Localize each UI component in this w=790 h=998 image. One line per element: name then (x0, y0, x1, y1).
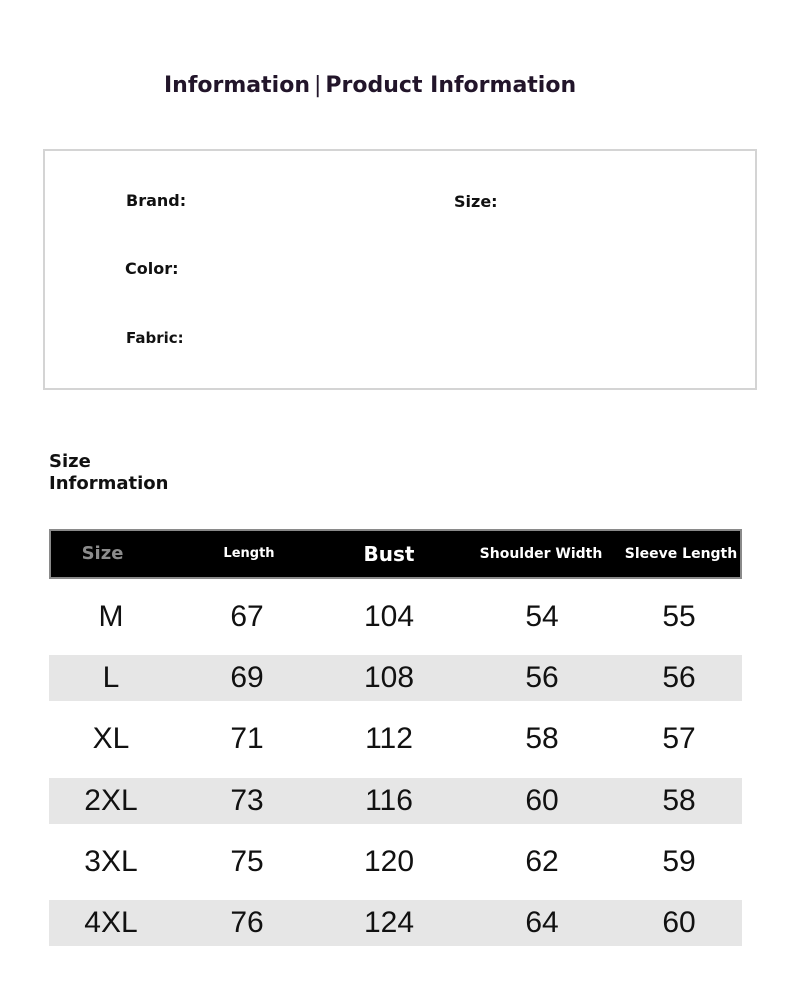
cell-size: 4XL (84, 905, 138, 939)
column-header-size: Size (81, 543, 124, 564)
cell-shoulder-width: 58 (525, 722, 559, 756)
column-header-bust: Bust (363, 542, 415, 566)
cell-bust: 124 (363, 905, 415, 939)
cell-sleeve-length: 58 (662, 783, 696, 817)
product-info-box (43, 149, 757, 390)
cell-length: 73 (230, 783, 264, 817)
brand-label: Brand: (126, 191, 187, 210)
cell-bust: 108 (363, 661, 415, 695)
cell-bust: 116 (365, 783, 413, 817)
cell-shoulder-width: 60 (525, 783, 559, 817)
cell-size: 3XL (84, 844, 138, 878)
table-row (49, 655, 742, 701)
size-table (49, 529, 742, 961)
cell-length: 76 (230, 905, 264, 939)
cell-bust: 112 (365, 722, 413, 756)
cell-shoulder-width: 54 (525, 600, 559, 633)
cell-bust: 120 (363, 844, 415, 878)
size-heading-line2: Information (49, 473, 169, 494)
size-heading-line1: Size (49, 451, 91, 472)
cell-length: 69 (230, 661, 264, 695)
table-row (49, 716, 742, 762)
cell-sleeve-length: 59 (662, 844, 696, 878)
cell-shoulder-width: 62 (525, 844, 559, 878)
table-row (49, 594, 742, 640)
cell-sleeve-length: 57 (662, 722, 696, 756)
cell-sleeve-length: 56 (662, 661, 696, 695)
table-body (49, 594, 742, 946)
cell-length: 71 (230, 722, 264, 756)
size-information-heading (49, 451, 168, 495)
column-header-shoulder-width: Shoulder Width (479, 546, 603, 562)
color-label: Color: (125, 259, 179, 278)
title-left: Information (164, 73, 310, 98)
table-row (49, 778, 742, 824)
table-row (49, 900, 742, 946)
cell-size: M (98, 600, 124, 633)
cell-size: XL (92, 722, 130, 756)
cell-shoulder-width: 56 (525, 661, 559, 695)
cell-size: L (102, 661, 120, 695)
cell-length: 67 (230, 600, 264, 633)
size-label: Size: (454, 192, 498, 211)
cell-sleeve-length: 60 (662, 905, 696, 939)
cell-length: 75 (230, 844, 264, 878)
table-row (49, 839, 742, 885)
cell-bust: 104 (363, 600, 415, 633)
table-header (49, 529, 742, 579)
cell-sleeve-length: 55 (662, 600, 696, 633)
column-header-length: Length (223, 546, 275, 561)
cell-shoulder-width: 64 (525, 905, 559, 939)
fabric-label: Fabric: (126, 329, 184, 347)
page-title (164, 73, 576, 98)
column-header-sleeve-length: Sleeve Length (624, 546, 738, 562)
title-right: Product Information (325, 73, 577, 98)
cell-size: 2XL (84, 783, 138, 817)
title-separator: | (314, 73, 322, 98)
